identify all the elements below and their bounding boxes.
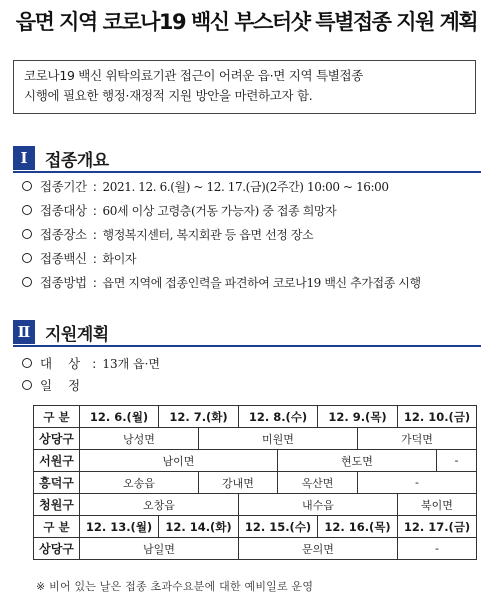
table-row <box>34 450 477 472</box>
table-header-cell: 12. 8.(수) <box>239 406 318 428</box>
section-label: 접종개요 <box>45 150 109 171</box>
table-cell: 현도면 <box>278 450 437 472</box>
item-value: 행정복지센터, 복지회관 등 읍면 선정 장소 <box>102 227 314 242</box>
table-header-cell: 12. 10.(금) <box>398 406 477 428</box>
list-item: 접종방법 : 읍면 지역에 접종인력을 파견하여 코로나19 백신 추가접종 시행 <box>22 270 482 294</box>
section-number: Ⅱ <box>13 320 35 344</box>
table-cell: 남일면 <box>80 538 239 560</box>
circle-bullet-icon <box>22 205 32 215</box>
circle-bullet-icon <box>22 181 32 191</box>
item-key: 접종장소 <box>40 227 87 242</box>
item-key: 접종백신 <box>40 251 87 266</box>
summary-line-1: 코로나19 백신 위탁의료기관 접근이 어려운 읍·면 지역 특별접종 <box>24 68 364 83</box>
summary-box <box>13 60 476 114</box>
table-cell: 남이면 <box>80 450 278 472</box>
table-cell: 가덕면 <box>358 428 477 450</box>
circle-bullet-icon <box>22 277 32 287</box>
table-header-cell: 구 분 <box>34 516 80 538</box>
list-item: 대 상 : 13개 읍·면 <box>22 352 482 374</box>
table-cell: 내수읍 <box>239 494 398 516</box>
list-item: 접종백신 : 화이자 <box>22 246 482 270</box>
item-value: 화이자 <box>102 251 137 266</box>
table-cell: 옥산면 <box>278 472 358 494</box>
section-number: Ⅰ <box>13 146 35 170</box>
table-header-cell: 12. 6.(월) <box>80 406 159 428</box>
item-value: 읍면 지역에 접종인력을 파견하여 코로나19 백신 추가접종 시행 <box>102 275 421 290</box>
section-heading-overview <box>13 146 481 170</box>
table-cell: - <box>437 450 477 472</box>
table-header-cell: 12. 14.(화) <box>159 516 239 538</box>
table-cell: - <box>398 538 477 560</box>
list-item: 접종기간 : 2021. 12. 6.(월) ~ 12. 17.(금)(2주간) 10:00 ~ 16:00 <box>22 174 482 198</box>
item-value: 13개 읍·면 <box>102 356 161 371</box>
circle-bullet-icon <box>22 253 32 263</box>
table-cell: 강내면 <box>199 472 278 494</box>
schedule-table <box>33 405 477 560</box>
list-item: 접종대상 : 60세 이상 고령층(거동 가능자) 중 접종 희망자 <box>22 198 482 222</box>
item-value: 60세 이상 고령층(거동 가능자) 중 접종 희망자 <box>102 203 337 218</box>
district-cell: 상당구 <box>34 538 80 560</box>
table-cell: 낭성면 <box>80 428 199 450</box>
district-cell: 흥덕구 <box>34 472 80 494</box>
table-header-cell: 12. 7.(화) <box>159 406 239 428</box>
table-row <box>34 538 477 560</box>
circle-bullet-icon <box>22 380 32 390</box>
district-cell: 서원구 <box>34 450 80 472</box>
section-rule <box>13 171 481 173</box>
table-row <box>34 428 477 450</box>
table-cell: 미원면 <box>199 428 358 450</box>
table-cell: 문의면 <box>239 538 398 560</box>
overview-list <box>22 174 482 294</box>
item-key: 접종대상 <box>40 203 87 218</box>
table-header-cell: 12. 9.(목) <box>318 406 398 428</box>
section-label: 지원계획 <box>45 324 109 345</box>
table-row <box>34 472 477 494</box>
item-key: 일 정 <box>40 378 87 393</box>
footnote: ※ 비어 있는 날은 접종 초과수요분에 대한 예비일로 운영 <box>36 580 314 593</box>
item-key: 접종기간 <box>40 179 87 194</box>
table-row <box>34 494 477 516</box>
circle-bullet-icon <box>22 358 32 368</box>
item-key: 대 상 <box>40 356 87 371</box>
list-item <box>22 374 482 396</box>
summary-line-2: 시행에 필요한 행정·재정적 지원 방안을 마련하고자 함. <box>24 88 313 103</box>
table-cell: - <box>358 472 477 494</box>
table-cell: 오창읍 <box>80 494 239 516</box>
section-rule <box>13 345 481 347</box>
table-header-cell: 12. 15.(수) <box>239 516 318 538</box>
list-item: 접종장소 : 행정복지센터, 복지회관 등 읍면 선정 장소 <box>22 222 482 246</box>
district-cell: 청원구 <box>34 494 80 516</box>
page-title: 읍면 지역 코로나19 백신 부스터샷 특별접종 지원 계획 <box>15 10 478 34</box>
item-key: 접종방법 <box>40 275 87 290</box>
section-heading-support-plan <box>13 320 481 344</box>
table-header-cell: 12. 16.(목) <box>318 516 398 538</box>
table-header-cell: 12. 17.(금) <box>398 516 477 538</box>
table-header-row <box>34 406 477 428</box>
item-value: 2021. 12. 6.(월) ~ 12. 17.(금)(2주간) 10:00 ~ 16:00 <box>102 179 389 194</box>
table-header-cell: 12. 13.(월) <box>80 516 159 538</box>
support-plan-list <box>22 352 482 396</box>
table-header-row <box>34 516 477 538</box>
district-cell: 상당구 <box>34 428 80 450</box>
table-header-cell: 구 분 <box>34 406 80 428</box>
table-cell: 오송읍 <box>80 472 199 494</box>
table-cell: 북이면 <box>398 494 477 516</box>
circle-bullet-icon <box>22 229 32 239</box>
